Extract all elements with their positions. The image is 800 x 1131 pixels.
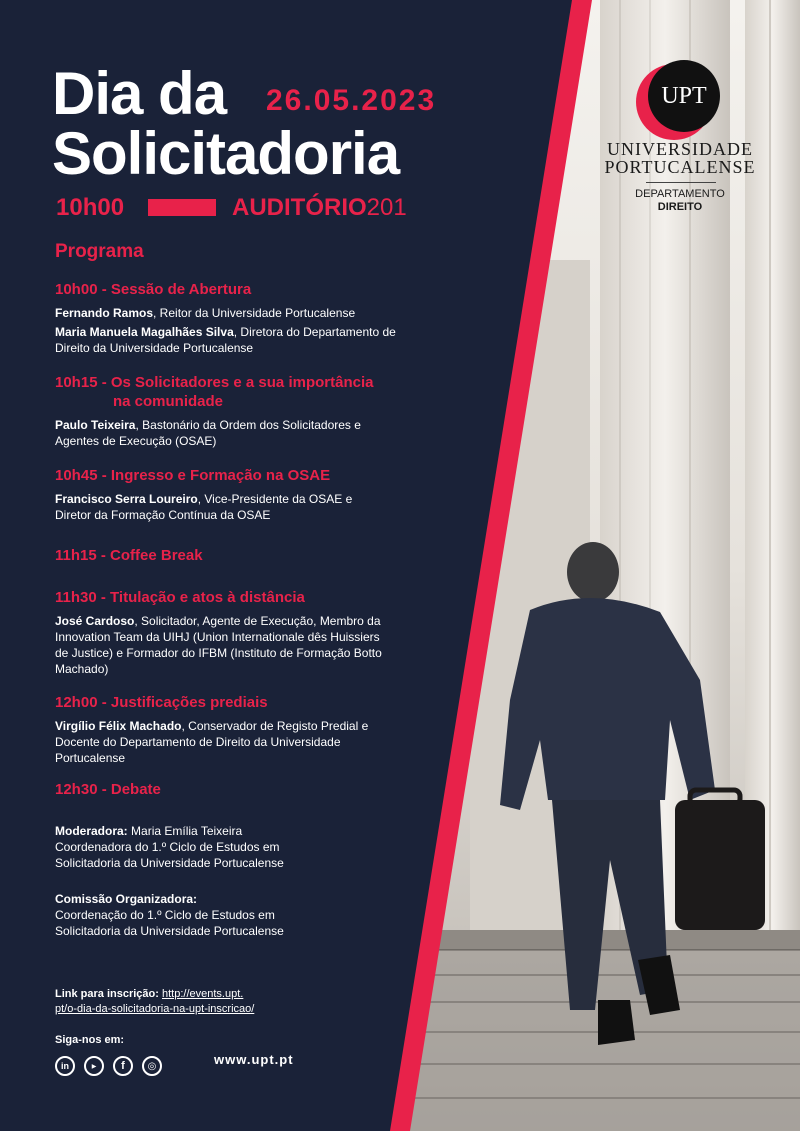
youtube-icon[interactable]: ▶ (84, 1056, 104, 1076)
speaker-name: Maria Manuela Magalhães Silva (55, 325, 234, 339)
university-name-line2: PORTUCALENSE (604, 157, 756, 177)
moderator-name: Maria Emília Teixeira (127, 824, 243, 838)
speaker (55, 417, 380, 449)
speaker-name: Paulo Teixeira (55, 418, 136, 432)
program-heading: Programa (55, 241, 144, 262)
registration-link-line1[interactable]: http://events.upt. (162, 988, 244, 1000)
speaker-name: José Cardoso (55, 614, 135, 628)
venue-name: AUDITÓRIO (232, 194, 367, 221)
session-title: 10h15 - Os Solicitadores e a sua importância (55, 374, 374, 391)
website-link[interactable]: www.upt.pt (214, 1052, 294, 1067)
instagram-icon[interactable]: ◎ (142, 1056, 162, 1076)
speaker (55, 613, 390, 677)
organizing-desc: Coordenação do 1.º Ciclo de Estudos em Solicitadoria da Universidade Portucalense (55, 908, 284, 938)
organizing-label: Comissão Organizadora: (55, 892, 198, 906)
organizing-committee (55, 891, 315, 939)
department-line2: DIREITO (657, 201, 703, 213)
logo-mark: UPT (661, 82, 707, 109)
speaker-name: Francisco Serra Loureiro (55, 492, 198, 506)
registration (55, 987, 254, 1017)
event-time: 10h00 (56, 194, 125, 221)
event-venue (232, 194, 407, 222)
speaker-name: Virgílio Félix Machado (55, 719, 182, 733)
university-name-line1: UNIVERSIDADE (607, 139, 753, 159)
session-title: 10h45 - Ingresso e Formação na OSAE (55, 467, 331, 484)
speaker-desc: , Diretora do Departamento de Direito da Universidade Portucalense (55, 325, 396, 355)
event-title-line2: Solicitadoria (52, 120, 400, 187)
logo-divider (646, 182, 716, 183)
facebook-icon[interactable]: f (113, 1056, 133, 1076)
speaker (55, 305, 385, 321)
speaker-desc: , Conservador de Registo Predial e Docente do Departamento de Direito da Universidade Portucalense (55, 719, 369, 765)
speaker (55, 718, 375, 766)
speaker (55, 324, 407, 356)
linkedin-icon[interactable]: in (55, 1056, 75, 1076)
speaker-desc: , Vice-Presidente da OSAE e Diretor da Formação Contínua da OSAE (55, 492, 353, 522)
department-line1: DEPARTAMENTO (635, 188, 725, 200)
speaker-desc: , Solicitador, Agente de Execução, Membro da Innovation Team da UIHJ (Union Internationale dês Huissiers de Justice) e Formador do IFBM (Instituto de Formação Botto Machado) (55, 614, 382, 676)
event-date: 26.05.2023 (266, 84, 437, 117)
speaker-desc: , Reitor da Universidade Portucalense (153, 306, 356, 320)
speaker-desc: , Bastonário da Ordem dos Solicitadores e Agentes de Execução (OSAE) (55, 418, 361, 448)
session-title-continued: na comunidade (113, 393, 224, 410)
moderator-label: Moderadora: (55, 824, 128, 838)
social-label: Siga-nos em: (55, 1034, 125, 1046)
session-title: 12h00 - Justificações prediais (55, 694, 268, 711)
upt-logo-icon (648, 60, 720, 132)
event-title-line1: Dia da (52, 60, 227, 127)
speaker (55, 491, 365, 523)
session-title: 10h00 - Sessão de Abertura (55, 281, 252, 298)
registration-label: Link para inscrição: (55, 988, 159, 1000)
session-title: 12h30 - Debate (55, 781, 161, 798)
venue-number: 201 (366, 194, 407, 221)
moderator-desc: Coordenadora do 1.º Ciclo de Estudos em Solicitadoria da Universidade Portucalense (55, 840, 284, 870)
time-venue-divider (148, 199, 216, 216)
registration-link-line2[interactable]: pt/o-dia-da-solicitadoria-na-upt-inscricao/ (55, 1003, 255, 1015)
speaker-name: Fernando Ramos (55, 306, 154, 320)
session-title: 11h15 - Coffee Break (55, 547, 203, 564)
moderator (55, 823, 315, 871)
session-title: 11h30 - Titulação e atos à distância (55, 589, 305, 606)
